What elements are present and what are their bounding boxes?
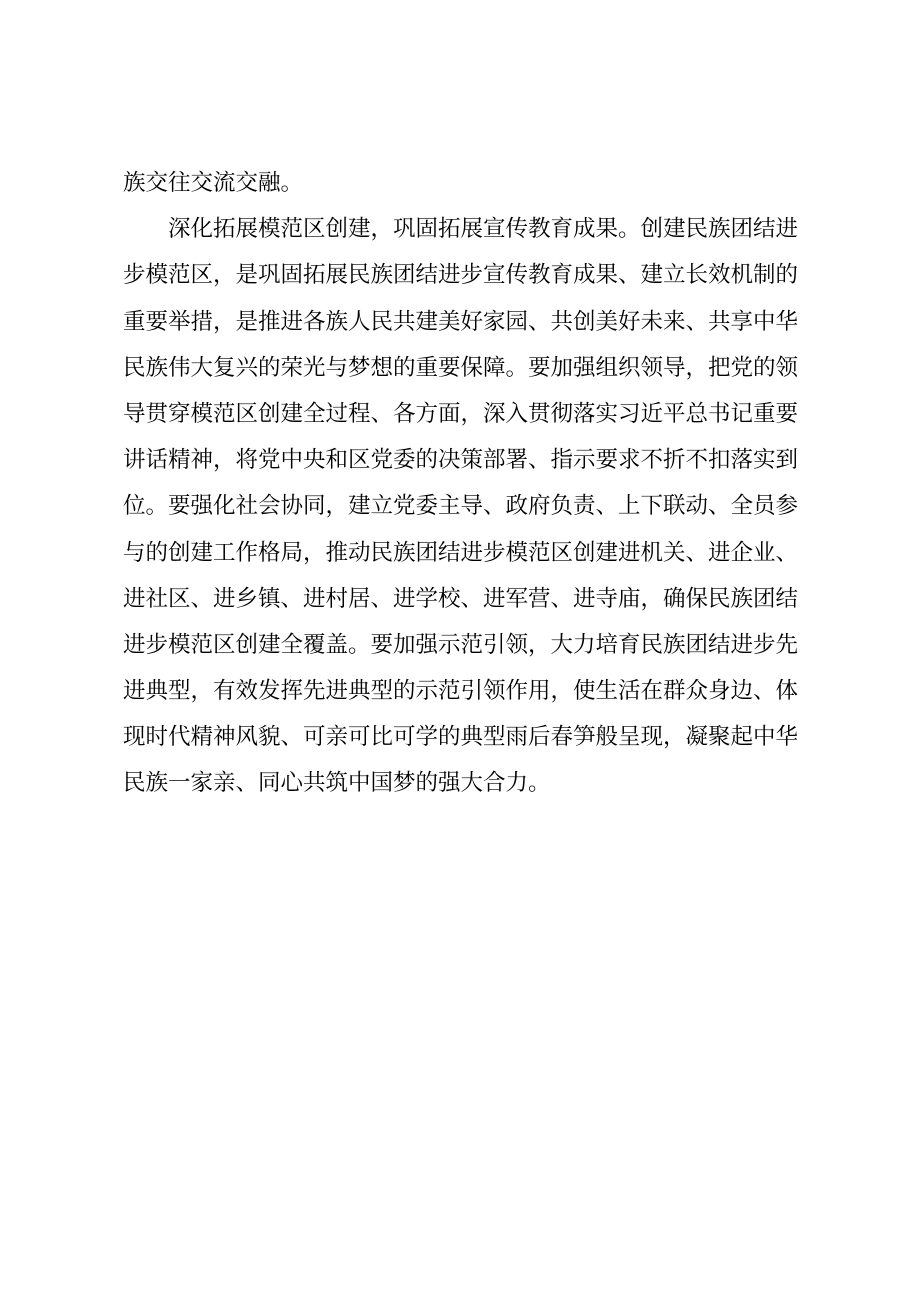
text-line: 与的创建工作格局，推动民族团结进步模范区创建进机关、进企业、 bbox=[123, 539, 799, 566]
text-line: 族交往交流交融。 bbox=[123, 170, 304, 196]
text-line: 重要举措，是推进各族人民共建美好家园、共创美好未来、共享中华 bbox=[123, 308, 799, 335]
text-line: 讲话精神，将党中央和区党委的决策部署、指示要求不折不扣落实到 bbox=[123, 447, 799, 474]
text-line: 导贯穿模范区创建全过程、各方面，深入贯彻落实习近平总书记重要 bbox=[123, 400, 799, 427]
body-text bbox=[123, 160, 823, 807]
text-line: 进社区、进乡镇、进村居、进学校、进军营、进寺庙，确保民族团结 bbox=[123, 585, 799, 612]
paragraph-first-line: 深化拓展模范区创建，巩固拓展宣传教育成果。创建民族团结进 bbox=[168, 216, 799, 243]
text-line: 进典型，有效发挥先进典型的示范引领作用，使生活在群众身边、体 bbox=[123, 678, 799, 705]
text-line: 民族伟大复兴的荣光与梦想的重要保障。要加强组织领导，把党的领 bbox=[123, 354, 799, 381]
text-line: 位。要强化社会协同，建立党委主导、政府负责、上下联动、全员参 bbox=[123, 493, 799, 520]
text-line: 现时代精神风貌、可亲可比可学的典型雨后春笋般呈现，凝聚起中华 bbox=[123, 724, 799, 751]
text-line: 民族一家亲、同心共筑中国梦的强大合力。 bbox=[123, 770, 551, 797]
text-line: 进步模范区创建全覆盖。要加强示范引领，大力培育民族团结进步先 bbox=[123, 631, 799, 658]
text-line: 步模范区，是巩固拓展民族团结进步宣传教育成果、建立长效机制的 bbox=[123, 262, 799, 289]
